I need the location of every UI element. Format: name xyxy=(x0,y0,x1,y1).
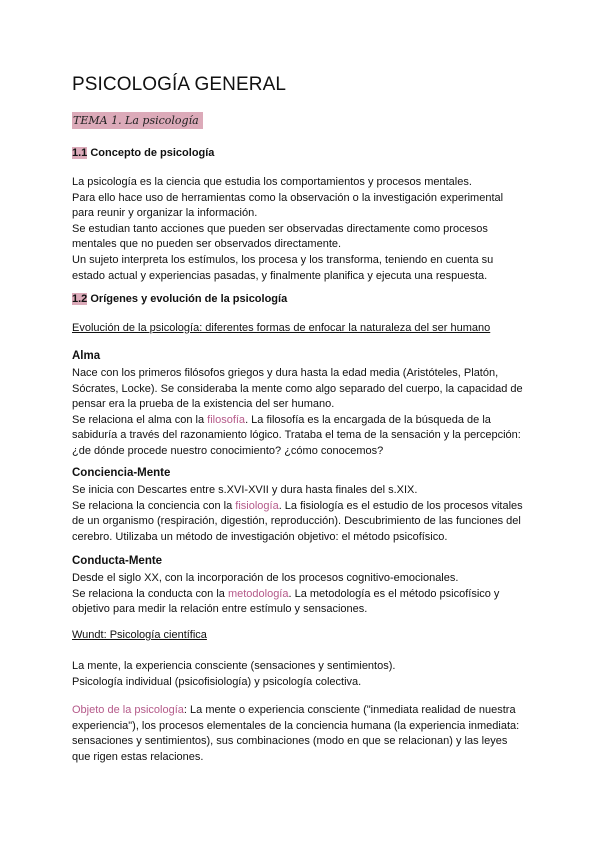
keyword-objeto: Objeto de la psicología xyxy=(72,704,184,716)
tema-heading: TEMA 1. La psicología xyxy=(72,112,203,129)
text-line: Un sujeto interpreta los estímulos, los procesa y los transforma, teniendo en cuenta su xyxy=(72,253,494,266)
keyword-filosofia: filosofía xyxy=(207,413,246,426)
text-line: experiencia"), los procesos elementales de la conciencia humana (la experiencia inmediata: xyxy=(72,719,520,732)
text-line: sabiduría a través del razonamiento lógico. Trataba el tema de la sensación y la percepción: xyxy=(72,429,521,442)
text-line: Nace con los primeros filósofos griegos y dura hasta la edad media (Aristóteles, Platón, xyxy=(72,367,499,379)
text-line: pensar era la prueba de la existencia del ser humano. xyxy=(72,398,335,411)
concept-paragraph xyxy=(72,175,528,284)
objeto-paragraph xyxy=(72,703,528,765)
wundt-subheading: Wundt: Psicología científica xyxy=(72,629,207,641)
text-line: para reunir y organizar la información. xyxy=(72,207,258,220)
text-run: : La mente o experiencia consciente ("inmediata realidad de nuestra xyxy=(183,704,516,716)
text-line: que rigen estas relaciones. xyxy=(72,750,204,763)
text-line: Se inicia con Descartes entre s.XVI-XVII y dura hasta finales del s.XIX. xyxy=(72,484,418,496)
alma-paragraph xyxy=(72,366,528,460)
text-line xyxy=(72,587,528,603)
alma-heading: Alma xyxy=(72,350,101,362)
page-title: PSICOLOGÍA GENERAL xyxy=(72,74,287,95)
text-line: ¿de dónde procede nuestro conocimiento? ¿cómo conocemos? xyxy=(72,444,384,457)
conciencia-heading: Conciencia-Mente xyxy=(72,467,171,479)
text-line: Psicología individual (psicofisiología) y psicología colectiva. xyxy=(72,675,362,688)
wundt-paragraph xyxy=(72,659,528,690)
section-title: Orígenes y evolución de la psicología xyxy=(90,293,288,305)
text-line: de un organismo (respiración, digestión, reproducción). Descubrimiento de las funciones del xyxy=(72,515,521,528)
text-run: . La filosofía es la encargada de la búsqueda de la xyxy=(245,413,491,426)
text-line: Desde el siglo XX, con la incorporación de los procesos cognitivo-emocionales. xyxy=(72,572,459,584)
text-line xyxy=(72,703,528,719)
section-number: 1.2 xyxy=(72,293,88,305)
text-run: . La fisiología es el estudio de los procesos vitales xyxy=(278,499,523,512)
text-line: mentales que no pueden ser observados directamente. xyxy=(72,238,342,251)
text-line: Para ello hace uso de herramientas como la observación o la investigación experimental xyxy=(72,191,504,204)
text-line xyxy=(72,499,528,515)
section-title: Concepto de psicología xyxy=(90,147,215,159)
text-run: . La metodología es el método psicofísico y xyxy=(288,587,500,600)
text-run: Se relaciona la conciencia con la xyxy=(72,499,236,512)
section-1-2-heading xyxy=(72,293,287,305)
evolution-subheading: Evolución de la psicología: diferentes formas de enfocar la naturaleza del ser humano xyxy=(72,322,491,334)
conducta-heading: Conducta-Mente xyxy=(72,555,163,567)
section-1-1-heading xyxy=(72,147,214,159)
keyword-metodologia: metodología xyxy=(227,587,289,600)
keyword-fisiologia: fisiología xyxy=(235,499,279,512)
text-line: cerebro. Utilizaba un método de investigación objetivo: el método psicofísico. xyxy=(72,530,448,543)
text-line: objetivo para medir la relación entre estímulo y sensaciones. xyxy=(72,603,368,616)
text-run: Se relaciona la conducta con la xyxy=(72,587,228,600)
text-line: sensaciones y sentimientos), sus combinaciones (modo en que se relacionan) y las leyes xyxy=(72,735,508,748)
conducta-paragraph xyxy=(72,571,528,618)
text-line: estado actual y experiencias pasadas, y finalmente planifica y ejecuta una respuesta. xyxy=(72,269,488,282)
section-number: 1.1 xyxy=(72,147,88,159)
text-line xyxy=(72,413,528,429)
text-line: La mente, la experiencia consciente (sensaciones y sentimientos). xyxy=(72,660,396,672)
text-run: Se relaciona el alma con la xyxy=(72,413,208,426)
text-line: La psicología es la ciencia que estudia los comportamientos y procesos mentales. xyxy=(72,176,472,188)
text-line: Se estudian tanto acciones que pueden ser observadas directamente como procesos xyxy=(72,222,488,235)
text-line: Sócrates, Locke). Se consideraba la mente como algo separado del cuerpo, la capacidad de xyxy=(72,382,523,395)
conciencia-paragraph xyxy=(72,483,528,545)
